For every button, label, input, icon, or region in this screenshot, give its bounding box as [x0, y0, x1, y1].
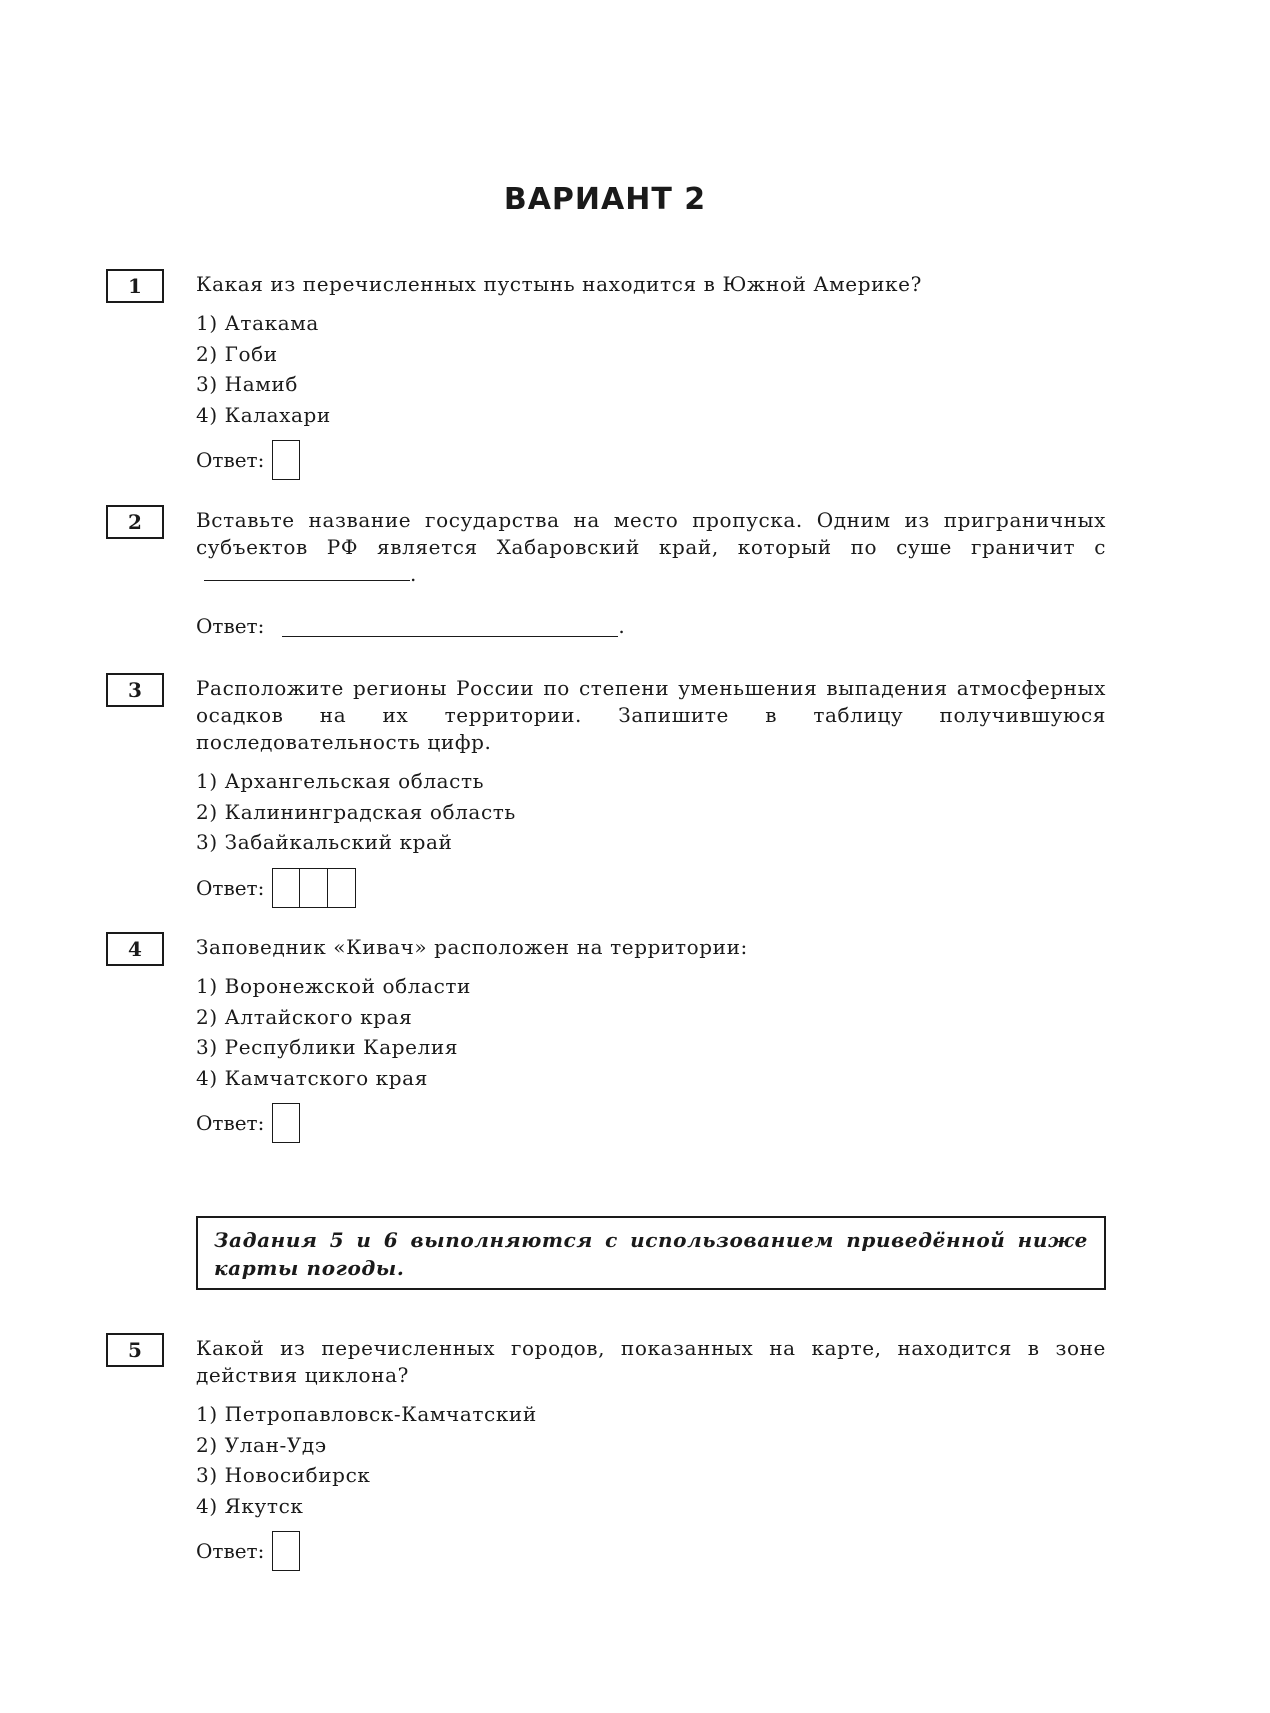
option-item: 2) Калининградская область: [196, 799, 516, 824]
answer-row: [196, 1103, 1106, 1143]
task-number: 3: [106, 673, 164, 707]
question-text: [196, 507, 1106, 588]
answer-cell[interactable]: [272, 440, 300, 480]
question-text: Какая из перечисленных пустынь находится в Южной Америке?: [196, 272, 922, 296]
answer-label: Ответ:: [196, 1111, 265, 1135]
answer-label: Ответ:: [196, 448, 265, 472]
options-list: [196, 766, 1106, 858]
answer-cells: [272, 440, 300, 480]
page-title: ВАРИАНТ 2: [503, 182, 707, 217]
answer-cells: [272, 1531, 300, 1571]
option-item: 3) Новосибирск: [196, 1463, 371, 1487]
question-text: Заповедник «Кивач» расположен на территории:: [196, 935, 748, 959]
answer-row: [196, 1531, 1106, 1571]
option-item: 4) Камчатского края: [196, 1065, 428, 1090]
fill-in-blank: [204, 562, 410, 581]
answer-cells: [272, 1103, 300, 1143]
answer-cell[interactable]: [300, 868, 328, 908]
task-number: 2: [106, 505, 164, 539]
instruction-note: Задания 5 и 6 выполняются с использованием приведённой ниже карты погоды.: [196, 1216, 1106, 1290]
question-text: Какой из перечисленных городов, показанных на карте, находится в зоне действия циклона?: [196, 1336, 1106, 1387]
answer-row: [196, 868, 1106, 908]
option-item: 3) Забайкальский край: [196, 830, 453, 854]
options-list: [196, 1399, 1106, 1521]
blank-end: .: [410, 562, 417, 586]
option-item: 4) Якутск: [196, 1493, 304, 1518]
option-item: 3) Республики Карелия: [196, 1035, 459, 1059]
answer-cell[interactable]: [272, 1531, 300, 1571]
option-item: 2) Гоби: [196, 341, 278, 366]
answer-line[interactable]: [282, 616, 618, 637]
options-list: [196, 308, 1106, 430]
task-number: 1: [106, 269, 164, 303]
task-number: 5: [106, 1333, 164, 1367]
question-text-content: Вставьте название государства на место пропуска. Одним из приграничных субъектов РФ является Хабаровский край, который по суше граничит с: [196, 508, 1106, 559]
option-item: 1) Воронежской области: [196, 974, 471, 998]
answer-row: [196, 614, 1106, 638]
answer-label: Ответ:: [196, 875, 265, 900]
answer-row: [196, 440, 1106, 480]
option-item: 2) Улан-Удэ: [196, 1432, 327, 1457]
option-item: 4) Калахари: [196, 402, 331, 427]
option-item: 3) Намиб: [196, 372, 298, 396]
answer-line-end: .: [618, 614, 625, 638]
option-item: 1) Петропавловск-Камчатский: [196, 1402, 537, 1426]
answer-cell[interactable]: [272, 1103, 300, 1143]
answer-label: Ответ:: [196, 614, 265, 638]
answer-label: Ответ:: [196, 1539, 265, 1563]
option-item: 1) Архангельская область: [196, 769, 485, 793]
answer-cells: [272, 868, 356, 908]
task-number: 4: [106, 932, 164, 966]
answer-cell[interactable]: [328, 868, 356, 908]
answer-cell[interactable]: [272, 868, 300, 908]
option-item: 1) Атакама: [196, 311, 319, 335]
option-item: 2) Алтайского края: [196, 1004, 413, 1029]
options-list: [196, 971, 1106, 1093]
question-text: Расположите регионы России по степени уменьшения выпадения атмосферных осадков на их территории. Запишите в таблицу получившуюся последовательность цифр.: [196, 676, 1106, 754]
